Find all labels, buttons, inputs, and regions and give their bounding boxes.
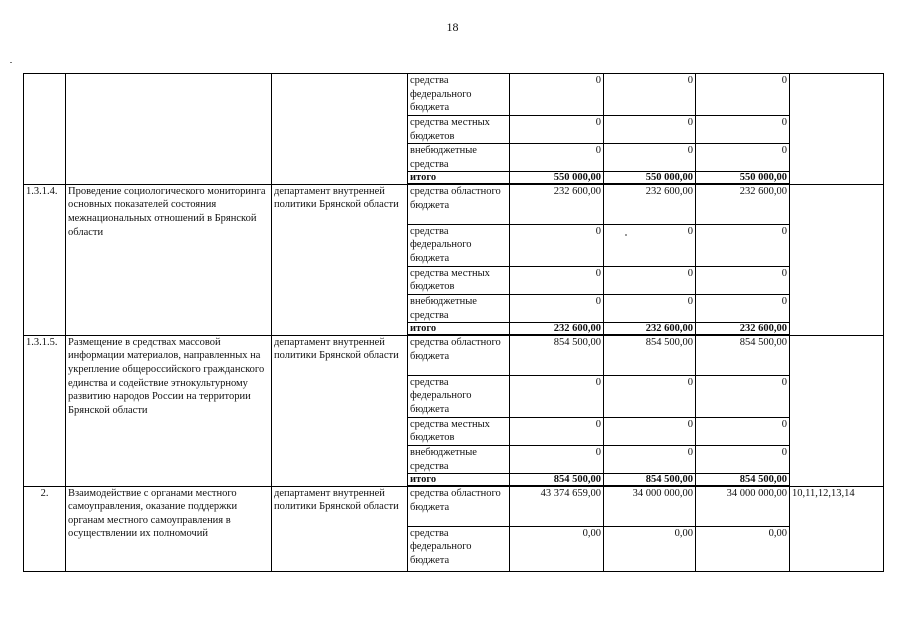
value-year-3: 34 000 000,00 <box>696 486 790 526</box>
funding-source: средства федерального бюджета <box>408 375 510 417</box>
indicator-cell: 10,11,12,13,14 <box>790 486 884 571</box>
row-executor-cell <box>272 74 408 185</box>
row-number-cell <box>24 74 66 185</box>
value-year-1: 0 <box>510 417 604 445</box>
row-executor-cell: департамент внутренней политики Брянской области <box>272 486 408 571</box>
value-year-1: 854 500,00 <box>510 335 604 375</box>
funding-source: средства федерального бюджета <box>408 74 510 116</box>
value-year-3: 550 000,00 <box>696 172 790 185</box>
funding-source: итого <box>408 323 510 336</box>
value-year-2: 0,00 <box>604 526 696 571</box>
value-year-3: 0 <box>696 74 790 116</box>
value-year-2: 0 <box>604 445 696 473</box>
value-year-3: 0 <box>696 144 790 172</box>
page-number: 18 <box>446 20 459 34</box>
value-year-3: 0,00 <box>696 526 790 571</box>
funding-source: средства местных бюджетов <box>408 417 510 445</box>
value-year-3: 854 500,00 <box>696 474 790 487</box>
table-row <box>24 486 884 526</box>
table-row <box>24 184 884 224</box>
value-year-1: 0 <box>510 266 604 294</box>
indicator-cell <box>790 335 884 486</box>
funding-source: внебюджетные средства <box>408 295 510 323</box>
indicator-cell <box>790 74 884 185</box>
value-year-3: 0 <box>696 375 790 417</box>
value-year-3: 854 500,00 <box>696 335 790 375</box>
funding-source: средства местных бюджетов <box>408 266 510 294</box>
funding-source: средства местных бюджетов <box>408 116 510 144</box>
table-row <box>24 74 884 116</box>
scan-mark <box>10 62 12 63</box>
value-year-2: 0 <box>604 144 696 172</box>
value-year-2: 0 <box>604 295 696 323</box>
funding-source: внебюджетные средства <box>408 445 510 473</box>
funding-source: средства областного бюджета <box>408 486 510 526</box>
value-year-2: 550 000,00 <box>604 172 696 185</box>
row-executor-cell: департамент внутренней политики Брянской области <box>272 335 408 486</box>
value-year-3: 232 600,00 <box>696 184 790 224</box>
value-year-1: 550 000,00 <box>510 172 604 185</box>
value-year-1: 0 <box>510 375 604 417</box>
table-row <box>24 335 884 375</box>
row-name-cell: Проведение социологического мониторинга основных показателей состояния межнациональных отношений в Брянской области <box>66 184 272 335</box>
value-year-2: 854 500,00 <box>604 474 696 487</box>
value-year-2: 0 <box>604 224 696 266</box>
value-year-1: 232 600,00 <box>510 323 604 336</box>
value-year-2: 854 500,00 <box>604 335 696 375</box>
value-year-2: 0 <box>604 266 696 294</box>
funding-source: средства федерального бюджета <box>408 526 510 571</box>
funding-source: средства федерального бюджета <box>408 224 510 266</box>
value-year-2: 232 600,00 <box>604 323 696 336</box>
value-year-1: 0 <box>510 144 604 172</box>
value-year-1: 0 <box>510 445 604 473</box>
value-year-2: 34 000 000,00 <box>604 486 696 526</box>
value-year-1: 43 374 659,00 <box>510 486 604 526</box>
value-year-3: 0 <box>696 116 790 144</box>
value-year-2: 0 <box>604 74 696 116</box>
value-year-1: 854 500,00 <box>510 474 604 487</box>
row-number-cell: 2. <box>24 486 66 571</box>
value-year-3: 0 <box>696 295 790 323</box>
funding-source: итого <box>408 474 510 487</box>
value-year-3: 0 <box>696 266 790 294</box>
budget-table <box>23 73 884 572</box>
value-year-2: 232 600,00 <box>604 184 696 224</box>
value-year-2: 0 <box>604 375 696 417</box>
funding-source: итого <box>408 172 510 185</box>
value-year-1: 232 600,00 <box>510 184 604 224</box>
indicator-cell <box>790 184 884 335</box>
value-year-1: 0 <box>510 116 604 144</box>
value-year-1: 0 <box>510 224 604 266</box>
value-year-3: 0 <box>696 445 790 473</box>
value-year-3: 232 600,00 <box>696 323 790 336</box>
row-name-cell: Размещение в средствах массовой информации материалов, направленных на укрепление общероссийского гражданского единства и содействие этнокультурному развитию народов России на территории Брянской области <box>66 335 272 486</box>
value-year-1: 0 <box>510 295 604 323</box>
funding-source: внебюджетные средства <box>408 144 510 172</box>
funding-source: средства областного бюджета <box>408 335 510 375</box>
value-year-3: 0 <box>696 417 790 445</box>
row-number-cell: 1.3.1.4. <box>24 184 66 335</box>
value-year-2: 0 <box>604 417 696 445</box>
value-year-1: 0 <box>510 74 604 116</box>
value-year-2: 0 <box>604 116 696 144</box>
row-name-cell: Взаимодействие с органами местного самоуправления, оказание поддержки органам местного самоуправления в осуществлении их полномочий <box>66 486 272 571</box>
value-year-1: 0,00 <box>510 526 604 571</box>
funding-source: средства областного бюджета <box>408 184 510 224</box>
row-name-cell <box>66 74 272 185</box>
value-year-3: 0 <box>696 224 790 266</box>
row-number-cell: 1.3.1.5. <box>24 335 66 486</box>
row-executor-cell: департамент внутренней политики Брянской области <box>272 184 408 335</box>
